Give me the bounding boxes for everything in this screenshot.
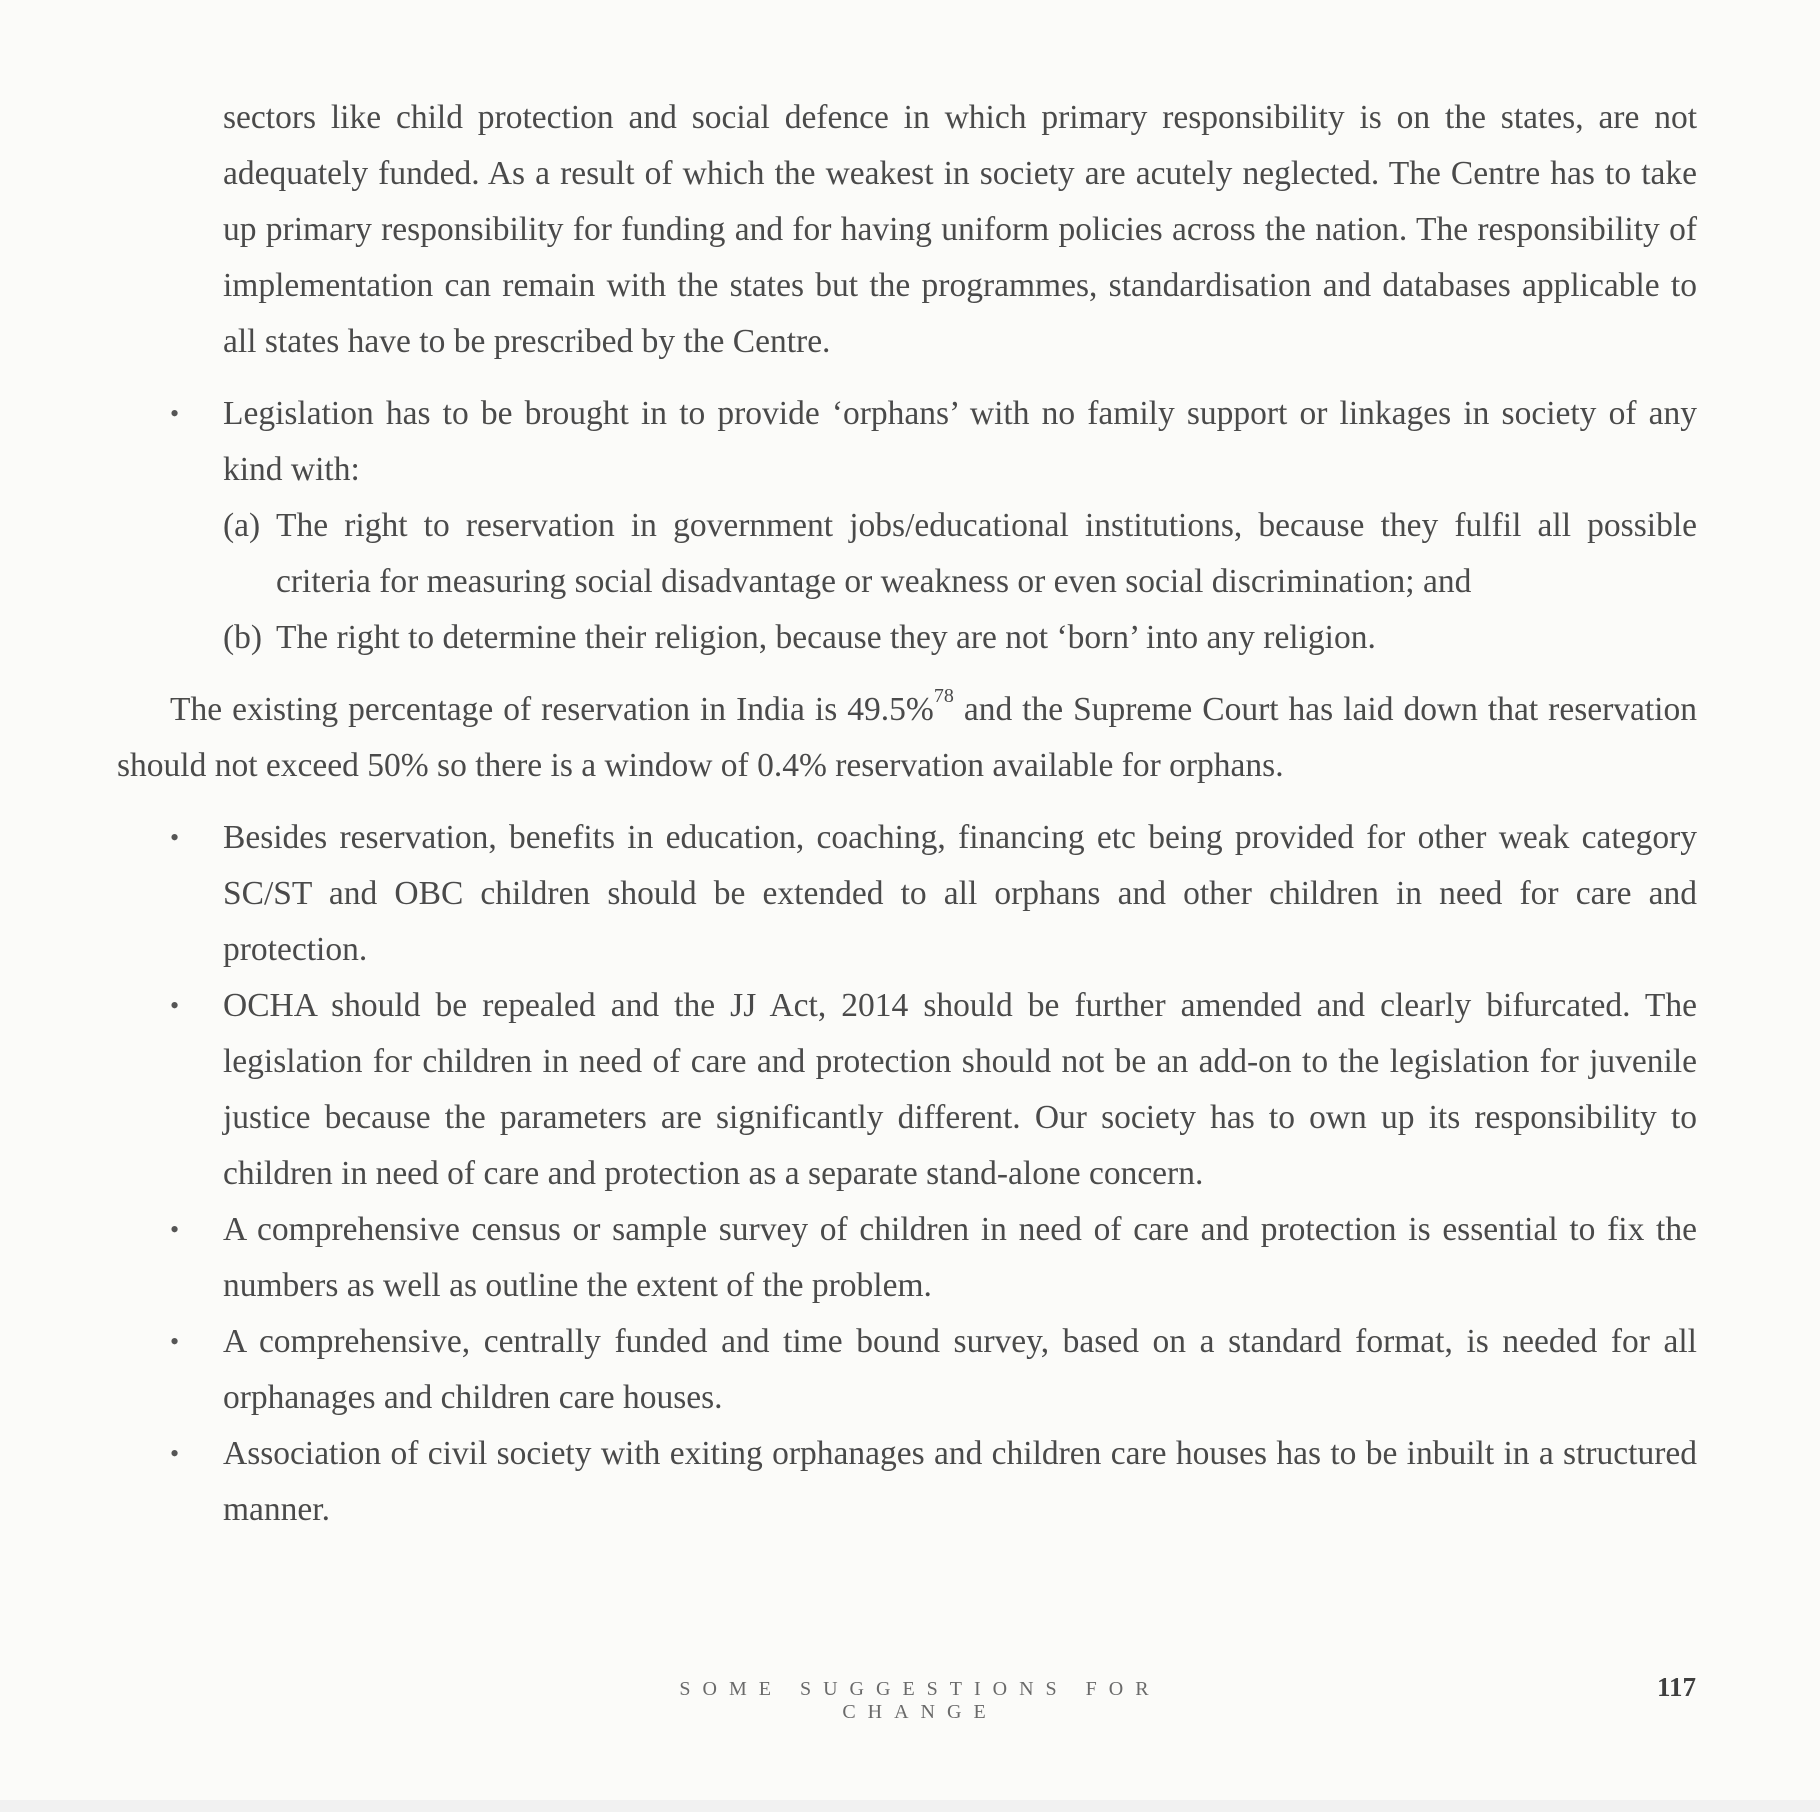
- page-body: [117, 90, 1697, 1538]
- list-item: [117, 386, 1697, 498]
- list-item: [117, 1314, 1697, 1426]
- page-number: 117: [1656, 1672, 1696, 1702]
- list-item-text: Association of civil society with exiting orphanages and children care houses has to be inbuilt in a structured manner.: [223, 1435, 1697, 1528]
- sub-item-marker: (b): [223, 619, 263, 656]
- list-item: [117, 810, 1697, 978]
- sub-item-text: The right to determine their religion, because they are not ‘born’ into any religion.: [276, 619, 1376, 656]
- list-item: [117, 1202, 1697, 1314]
- intro-paragraph: sectors like child protection and social defence in which primary responsibility is on the states, are not adequately funded. As a result of which the weakest in society are acutely neglected. The Centre has to take up primary responsibility for funding and for having uniform policies across the nation. The responsibility of implementation can remain with the states but the programmes, standardisation and databases applicable to all states have to be prescribed by the Centre.: [223, 99, 1697, 360]
- list-item-text: A comprehensive census or sample survey of children in need of care and protection is essential to fix the numbers as well as outline the extent of the problem.: [223, 1211, 1697, 1304]
- bullet-marker: •: [170, 1439, 180, 1468]
- list-item-text: Legislation has to be brought in to provide ‘orphans’ with no family support or linkages in society of any kind with:: [223, 395, 1697, 488]
- sub-list-item: [223, 610, 1697, 666]
- sub-item-text: The right to reservation in government jobs/educational institutions, because they fulfil all possible criteria for measuring social disadvantage or weakness or even social discrimination; and: [276, 507, 1697, 600]
- bullet-marker: •: [170, 823, 180, 852]
- bullet-marker: •: [170, 399, 180, 428]
- running-footer-title: SOME SUGGESTIONS FOR CHANGE: [679, 1678, 1161, 1723]
- bullet-list-top: [117, 386, 1697, 498]
- sub-item-marker: (a): [223, 507, 261, 544]
- sub-list-item: [223, 498, 1697, 610]
- bullet-marker: •: [170, 1327, 180, 1356]
- bullet-marker: •: [170, 1215, 180, 1244]
- footnote-reference: 78: [933, 684, 954, 707]
- page-bottom-edge: [0, 1800, 1820, 1812]
- bullet-marker: •: [170, 991, 180, 1020]
- list-item-text: OCHA should be repealed and the JJ Act, 2014 should be further amended and clearly bifurcated. The legislation for children in need of care and protection should not be an add-on to the legislation for juvenile justice because the parameters are significantly different. Our society has to own up its responsibility to children in need of care and protection as a separate stand-alone concern.: [223, 987, 1697, 1192]
- reservation-text-part1: The existing percentage of reservation in India is 49.5%: [170, 691, 934, 728]
- list-item: [117, 978, 1697, 1202]
- list-item-text: Besides reservation, benefits in education, coaching, financing etc being provided for other weak category SC/ST and OBC children should be extended to all orphans and other children in need for care and protection.: [223, 819, 1697, 968]
- list-item: [117, 1426, 1697, 1538]
- list-item-text: A comprehensive, centrally funded and time bound survey, based on a standard format, is needed for all orphanages and children care houses.: [223, 1323, 1697, 1416]
- reservation-text-part2: and the Supreme Court has laid down that reservation should not exceed 50% so there is a window of 0.4% reservation available for orphans.: [117, 691, 1697, 784]
- sub-list: [117, 498, 1697, 666]
- reservation-paragraph: [117, 682, 1697, 794]
- bullet-list-bottom: [117, 810, 1697, 1538]
